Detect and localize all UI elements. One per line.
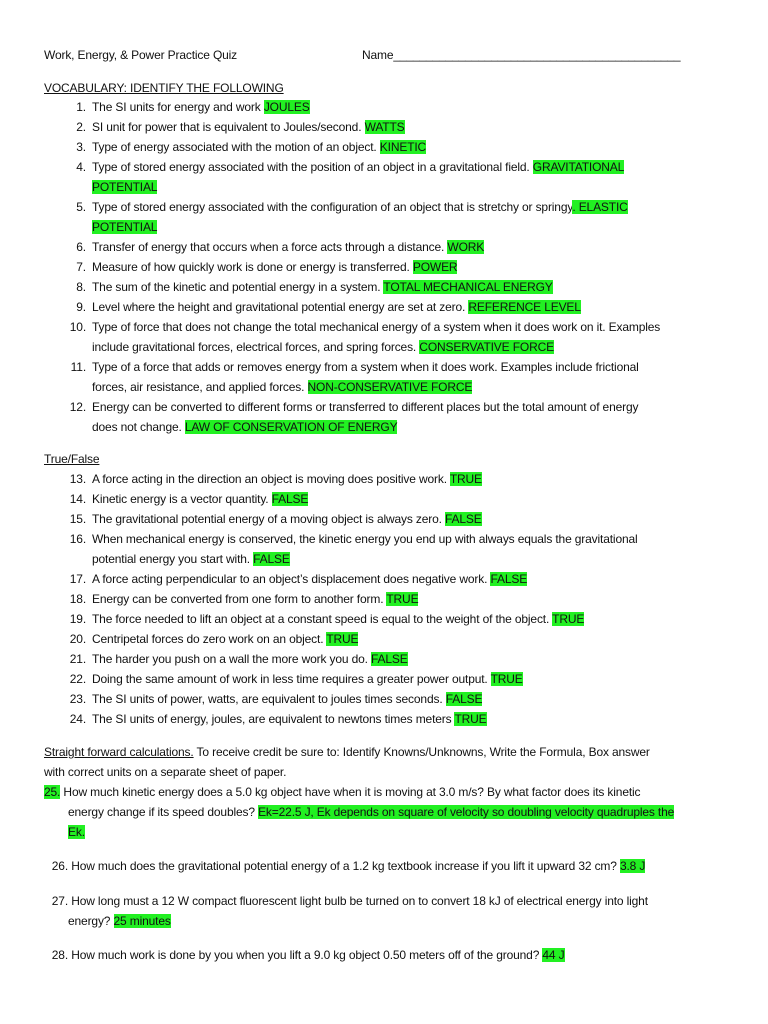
item-number: 6.: [76, 240, 86, 254]
vocab-item: [76, 138, 427, 156]
item-number: 18.: [69, 592, 86, 606]
item-text: Energy can be converted to different forms or transferred to different places but the total amount of energy: [92, 400, 639, 414]
item-text: The SI units of power, watts, are equivalent to joules times seconds.: [92, 692, 446, 706]
item-text: When mechanical energy is conserved, the kinetic energy you end up with always equals the gravitational: [92, 532, 638, 546]
question-25-number: 25.: [44, 785, 61, 799]
calc-intro: [44, 743, 650, 761]
answer-highlight: TRUE: [490, 672, 523, 686]
item-text: Type of stored energy associated with the position of an object in a gravitational field.: [92, 160, 533, 174]
truefalse-item: [69, 610, 585, 628]
item-number: 8.: [76, 280, 86, 294]
answer-highlight: POWER: [412, 260, 458, 274]
question-27-answer: 25 minutes: [113, 914, 171, 928]
item-text: The SI units for energy and work: [92, 100, 264, 114]
question-27-number: 27.: [51, 894, 68, 908]
item-number: 5.: [76, 200, 86, 214]
item-text: Kinetic energy is a vector quantity.: [92, 492, 272, 506]
question-28-text: How much work is done by you when you lift a 9.0 kg object 0.50 meters off of the ground?: [71, 948, 543, 962]
question-27: [44, 892, 648, 910]
vocab-item: [76, 118, 405, 136]
vocab-item: [76, 258, 458, 276]
question-25-line2: [68, 803, 674, 821]
answer-highlight: FALSE: [445, 512, 482, 526]
answer-highlight: FALSE: [445, 692, 483, 706]
item-number: 19.: [69, 612, 86, 626]
answer-highlight: GRAVITATIONAL: [532, 160, 625, 174]
item-number: 17.: [69, 572, 86, 586]
item-text: SI unit for power that is equivalent to Joules/second.: [92, 120, 365, 134]
vocab-item-continuation: [92, 418, 397, 436]
question-27-text-2: energy?: [68, 914, 114, 928]
answer-highlight: FALSE: [253, 552, 290, 566]
answer-highlight: FALSE: [371, 652, 408, 666]
truefalse-item: [69, 630, 359, 648]
item-text: does not change.: [92, 420, 185, 434]
item-text: Type of a force that adds or removes energy from a system when it does work. Examples include frictional: [92, 360, 639, 374]
answer-highlight: JOULES: [263, 100, 310, 114]
truefalse-item: [69, 590, 419, 608]
answer-highlight: POTENTIAL: [92, 220, 158, 234]
answer-highlight: TRUE: [552, 612, 585, 626]
truefalse-heading: True/False: [44, 452, 100, 466]
answer-highlight: WATTS: [364, 120, 405, 134]
item-text: A force acting in the direction an object is moving does positive work.: [92, 472, 450, 486]
item-number: 24.: [69, 712, 86, 726]
item-text: Energy can be converted from one form to another form.: [92, 592, 387, 606]
answer-highlight: TOTAL MECHANICAL ENERGY: [383, 280, 553, 294]
vocab-item: [76, 298, 581, 316]
vocab-item-continuation: [92, 218, 157, 236]
item-number: 3.: [76, 140, 86, 154]
item-number: 15.: [69, 512, 86, 526]
question-26-number: 26.: [51, 859, 68, 873]
truefalse-item: [69, 690, 483, 708]
vocab-item: [76, 198, 628, 216]
truefalse-item: [69, 670, 523, 688]
item-number: 20.: [69, 632, 86, 646]
answer-highlight: TRUE: [386, 592, 419, 606]
answer-highlight: FALSE: [490, 572, 528, 586]
item-text: Measure of how quickly work is done or energy is transferred.: [92, 260, 413, 274]
answer-highlight: CONSERVATIVE FORCE: [419, 340, 554, 354]
item-number: 2.: [76, 120, 86, 134]
truefalse-item: [69, 470, 482, 488]
item-text: Type of force that does not change the total mechanical energy of a system when it does work on it. Examples: [92, 320, 661, 334]
answer-highlight: LAW OF CONSERVATION OF ENERGY: [184, 420, 398, 434]
answer-highlight: KINETIC: [379, 140, 427, 154]
answer-highlight: TRUE: [454, 712, 487, 726]
answer-highlight: NON-CONSERVATIVE FORCE: [307, 380, 473, 394]
calc-instructions: To receive credit be sure to: Identify Knowns/Unknowns, Write the Formula, Box answer: [193, 745, 650, 759]
item-text: Type of energy associated with the motion of an object.: [92, 140, 380, 154]
answer-highlight: . ELASTIC: [572, 200, 628, 214]
item-number: 23.: [69, 692, 86, 706]
calc-instructions-line2: with correct units on a separate sheet of paper.: [44, 765, 287, 779]
question-26: [44, 857, 645, 875]
answer-highlight: POTENTIAL: [92, 180, 158, 194]
item-number: 16.: [69, 532, 86, 546]
item-number: 10.: [69, 320, 86, 334]
question-26-text: How much does the gravitational potential energy of a 1.2 kg textbook increase if you lift it upward 32 cm?: [71, 859, 620, 873]
vocab-item: [69, 398, 639, 416]
item-text: The gravitational potential energy of a moving object is always zero.: [92, 512, 446, 526]
truefalse-item: [69, 490, 309, 508]
answer-highlight: REFERENCE LEVEL: [468, 300, 581, 314]
item-text: Doing the same amount of work in less time requires a greater power output.: [92, 672, 491, 686]
question-27-text: How long must a 12 W compact fluorescent light bulb be turned on to convert 18 kJ of electrical energy into light: [71, 894, 648, 908]
question-28-number: 28.: [51, 948, 68, 962]
question-28-answer: 44 J: [542, 948, 565, 962]
item-number: 13.: [69, 472, 86, 486]
answer-highlight: WORK: [447, 240, 485, 254]
question-25-text: How much kinetic energy does a 5.0 kg object have when it is moving at 3.0 m/s? By what factor does its kinetic: [63, 785, 641, 799]
item-number: 12.: [69, 400, 86, 414]
item-text: Level where the height and gravitational potential energy are set at zero.: [92, 300, 469, 314]
item-text: The force needed to lift an object at a constant speed is equal to the weight of the object.: [92, 612, 553, 626]
answer-highlight: FALSE: [271, 492, 309, 506]
answer-highlight: TRUE: [449, 472, 482, 486]
item-text: Centripetal forces do zero work on an object.: [92, 632, 327, 646]
vocab-heading: VOCABULARY: IDENTIFY THE FOLLOWING: [44, 81, 284, 95]
truefalse-item: [69, 530, 638, 548]
item-text: potential energy you start with.: [92, 552, 254, 566]
question-25-answer-2: Ek.: [68, 825, 85, 839]
item-number: 1.: [76, 100, 86, 114]
item-text: include gravitational forces, electrical forces, and spring forces.: [92, 340, 420, 354]
truefalse-item: [69, 570, 528, 588]
truefalse-item: [69, 650, 408, 668]
vocab-item: [76, 98, 310, 116]
vocab-item: [70, 358, 639, 376]
vocab-item: [76, 158, 625, 176]
name-field-label: Name____________________________________________: [362, 48, 681, 62]
truefalse-item-continuation: [92, 550, 290, 568]
item-number: 4.: [76, 160, 86, 174]
truefalse-item: [69, 510, 482, 528]
vocab-item: [76, 238, 485, 256]
vocab-item-continuation: [92, 178, 157, 196]
question-27-line2: [68, 912, 171, 930]
question-25-line3: [68, 823, 85, 841]
item-number: 7.: [76, 260, 86, 274]
question-28: [44, 946, 565, 964]
item-number: 21.: [69, 652, 86, 666]
calc-heading: Straight forward calculations.: [44, 745, 194, 759]
vocab-item: [69, 318, 661, 336]
question-25: [44, 783, 640, 801]
vocab-item-continuation: [92, 378, 472, 396]
item-text: A force acting perpendicular to an object’s displacement does negative work.: [92, 572, 491, 586]
answer-highlight: TRUE: [326, 632, 359, 646]
truefalse-item: [69, 710, 487, 728]
item-text: Transfer of energy that occurs when a force acts through a distance.: [92, 240, 448, 254]
item-text: Type of stored energy associated with the configuration of an object that is stretchy or springy: [92, 200, 573, 214]
item-text: The harder you push on a wall the more work you do.: [92, 652, 372, 666]
item-text: The SI units of energy, joules, are equivalent to newtons times meters: [92, 712, 455, 726]
question-25-text-2: energy change if its speed doubles?: [68, 805, 259, 819]
item-number: 11.: [70, 360, 86, 374]
item-number: 22.: [69, 672, 86, 686]
item-number: 14.: [69, 492, 86, 506]
item-number: 9.: [76, 300, 86, 314]
item-text: forces, air resistance, and applied forces.: [92, 380, 308, 394]
question-26-answer: 3.8 J: [619, 859, 646, 873]
item-text: The sum of the kinetic and potential energy in a system.: [92, 280, 384, 294]
vocab-item: [76, 278, 553, 296]
vocab-item-continuation: [92, 338, 554, 356]
question-25-answer: Ek=22.5 J, Ek depends on square of velocity so doubling velocity quadruples the: [258, 805, 675, 819]
quiz-title: Work, Energy, & Power Practice Quiz: [44, 48, 238, 62]
